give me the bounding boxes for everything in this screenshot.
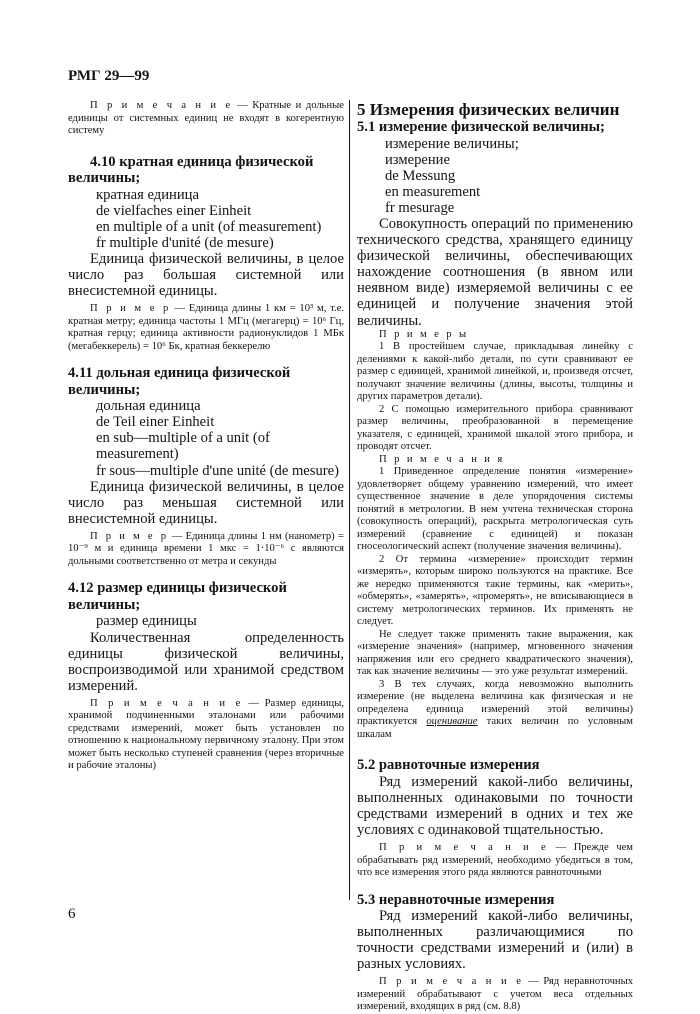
note-label: П р и м е ч а н и е xyxy=(379,842,549,853)
synonym: размер единицы xyxy=(96,613,197,630)
left-column xyxy=(68,100,344,773)
term-5-3 xyxy=(357,892,633,1014)
italic-term: оценивание xyxy=(426,716,478,728)
synonym: en sub—multiple of a unit (of measurement) xyxy=(96,430,270,463)
note-label: П р и м е ч а н и е xyxy=(90,100,233,111)
document-code-header: РМГ 29—99 xyxy=(68,68,150,84)
term-definition: Ряд измерений какой-либо величины, выполненных одинаковыми по точности средствами измерений в одних и тех же условиях с одинаковой тщательностью. xyxy=(357,773,633,838)
note-text: — Прежде чем обрабатывать ряд измерений, необходимо убедиться в том, что все измерения этого ряда являются равноточными xyxy=(357,842,633,878)
term-definition: Единица физической величины, в целое число раз меньшая системной или внесистемной единицы. xyxy=(68,478,344,527)
example-text: — Единица длины 1 км = 10³ м, т.е. кратная метру; единица частоты 1 МГц (мегагерц) = 10⁶ Гц, кратная герцу; единица активности радионуклидов 1 МБк (мегабеккерель) = 10⁶ Бк, кратная беккерелю xyxy=(68,303,344,352)
note-text: — Размер единицы, хранимой подчиненными эталонами или рабочими средствами измерений, может быть установлен по отношению к национальному первичному эталону. При этом может быть несколько ступеней сравнения (через вторичные и рабочие эталоны) xyxy=(68,697,344,772)
column-divider xyxy=(349,100,350,900)
synonym: en multiple of a unit (of measurement) xyxy=(96,218,322,235)
note-label: П р и м е ч а н и е xyxy=(90,697,243,709)
synonym: fr multiple d'unité (de mesure) xyxy=(96,234,274,251)
synonym: измерение величины; xyxy=(385,135,519,152)
synonym: de vielfaches einer Einheit xyxy=(96,202,252,219)
term-definition: Совокупность операций по применению технического средства, хранящего единицу физической величины, обеспечивающих нахождение соотношения (в явном или неявном виде) измеряемой величины с ее единицей и получение значения этой величины. xyxy=(357,215,633,329)
examples-label: П р и м е р ы xyxy=(379,328,469,340)
example-item: 2 С помощью измерительного прибора сравнивают размер величины, преобразованной в перемещение указателя, с единицей, хранимой шкалой этого прибора, и проводят отсчет. xyxy=(357,403,633,453)
note-text: 3 В тех случаях, когда невозможно выполнить измерение (не выделена величина как физическая и не определена единица измерений этой величины) практикуется xyxy=(357,678,633,728)
term-heading: 4.11 дольная единица физической величины; xyxy=(68,365,291,398)
term-example xyxy=(68,531,344,569)
note-text: — Ряд неравноточных измерений обрабатывают с учетом веса отдельных измерений, входящих в ряд (см. 8.8) xyxy=(357,976,634,1013)
term-note xyxy=(357,976,633,1014)
synonym: дольная единица xyxy=(96,398,201,415)
term-4-10 xyxy=(68,154,344,354)
note-item: 2 От термина «измерение» происходит термин «измерять», которым широко пользуются на практике. Все же нередко применяются такие термины, как «мерить», «обмерять», «замерять», «промерять», не вписывающиеся в систему метрологических терминов. Их применять не следует. xyxy=(357,553,633,628)
note-label: П р и м е ч а н и е xyxy=(379,976,524,988)
synonym-list xyxy=(357,136,633,216)
term-note xyxy=(68,698,344,773)
section-title: 5 Измерения физических величин xyxy=(357,100,620,119)
note-item: Не следует также применять такие выражения, как «измерение значения» (например, мгновенного значения напряжения или его среднего квадратического значения), так как значение величины — это уже результат измерений. xyxy=(357,628,633,678)
term-example xyxy=(68,303,344,353)
synonym: de Messung xyxy=(385,167,456,184)
term-4-11 xyxy=(68,365,344,568)
term-definition: Ряд измерений какой-либо величины, выполненных различающимися по точности средствами измерений и (или) в разных условиях. xyxy=(357,908,633,973)
note-text: — Кратные и дольные единицы от системных единиц не входят в когерентную систему xyxy=(68,100,345,136)
term-5-1 xyxy=(357,119,633,741)
example-label: П р и м е р xyxy=(90,303,171,315)
term-definition: Количественная определенность единицы физической величины, воспроизводимой или хранимой средством измерений. xyxy=(68,629,344,694)
term-heading: 5.3 неравноточные измерения xyxy=(357,891,555,908)
synonym: de Teil einer Einheit xyxy=(96,414,215,431)
term-heading: 5.2 равноточные измерения xyxy=(357,757,540,774)
term-4-12 xyxy=(68,580,344,772)
term-definition: Единица физической величины, в целое число раз большая системной или внесистемной единицы. xyxy=(68,250,344,300)
synonym: кратная единица xyxy=(96,186,199,203)
term-heading: 4.12 размер единицы физической величины; xyxy=(68,580,287,613)
note-item: 1 Приведенное определение понятия «измерение» удовлетворяет общему уравнению измерений, что имеет существенное значение в деле упорядочения системы понятий в метрологии. В нем учтена техническая сторона (совокупность операций), раскрыта метрологическая суть измерений (сравнение с единицей) и показан гносеологический аспект (получение значения величины). xyxy=(357,466,633,553)
synonym: en measurement xyxy=(385,183,481,200)
example-label: П р и м е р xyxy=(90,530,169,542)
term-heading: 4.10 кратная единица физической величины; xyxy=(68,153,314,186)
note-tail: таких величин по условным шкалам xyxy=(357,716,633,740)
example-text: — Единица длины 1 нм (нанометр) = 10⁻⁹ м и единица времени 1 мкс = 1·10⁻⁶ с являются дольными соответственно от метра и секунды xyxy=(68,530,344,567)
top-note xyxy=(68,100,344,138)
example-item: 1 В простейшем случае, прикладывая линейку с делениями к какой-либо детали, по сути сравнивают ее размер с единицей, хранимой линейкой, и, произведя отсчет, получают значение величины (длины, высоты, толщины и других параметров детали). xyxy=(357,341,633,403)
notes-label: П р и м е ч а н и я xyxy=(379,453,505,465)
synonym: fr sous—multiple d'une unité (de mesure) xyxy=(96,462,339,479)
page-number: 6 xyxy=(68,906,76,922)
term-note xyxy=(357,842,633,880)
right-column xyxy=(357,100,633,1014)
note-item xyxy=(357,679,633,742)
synonym: измерение xyxy=(385,151,450,168)
synonym: fr mesurage xyxy=(385,199,455,216)
term-heading: 5.1 измерение физической величины; xyxy=(357,119,605,135)
term-5-2 xyxy=(357,757,633,879)
